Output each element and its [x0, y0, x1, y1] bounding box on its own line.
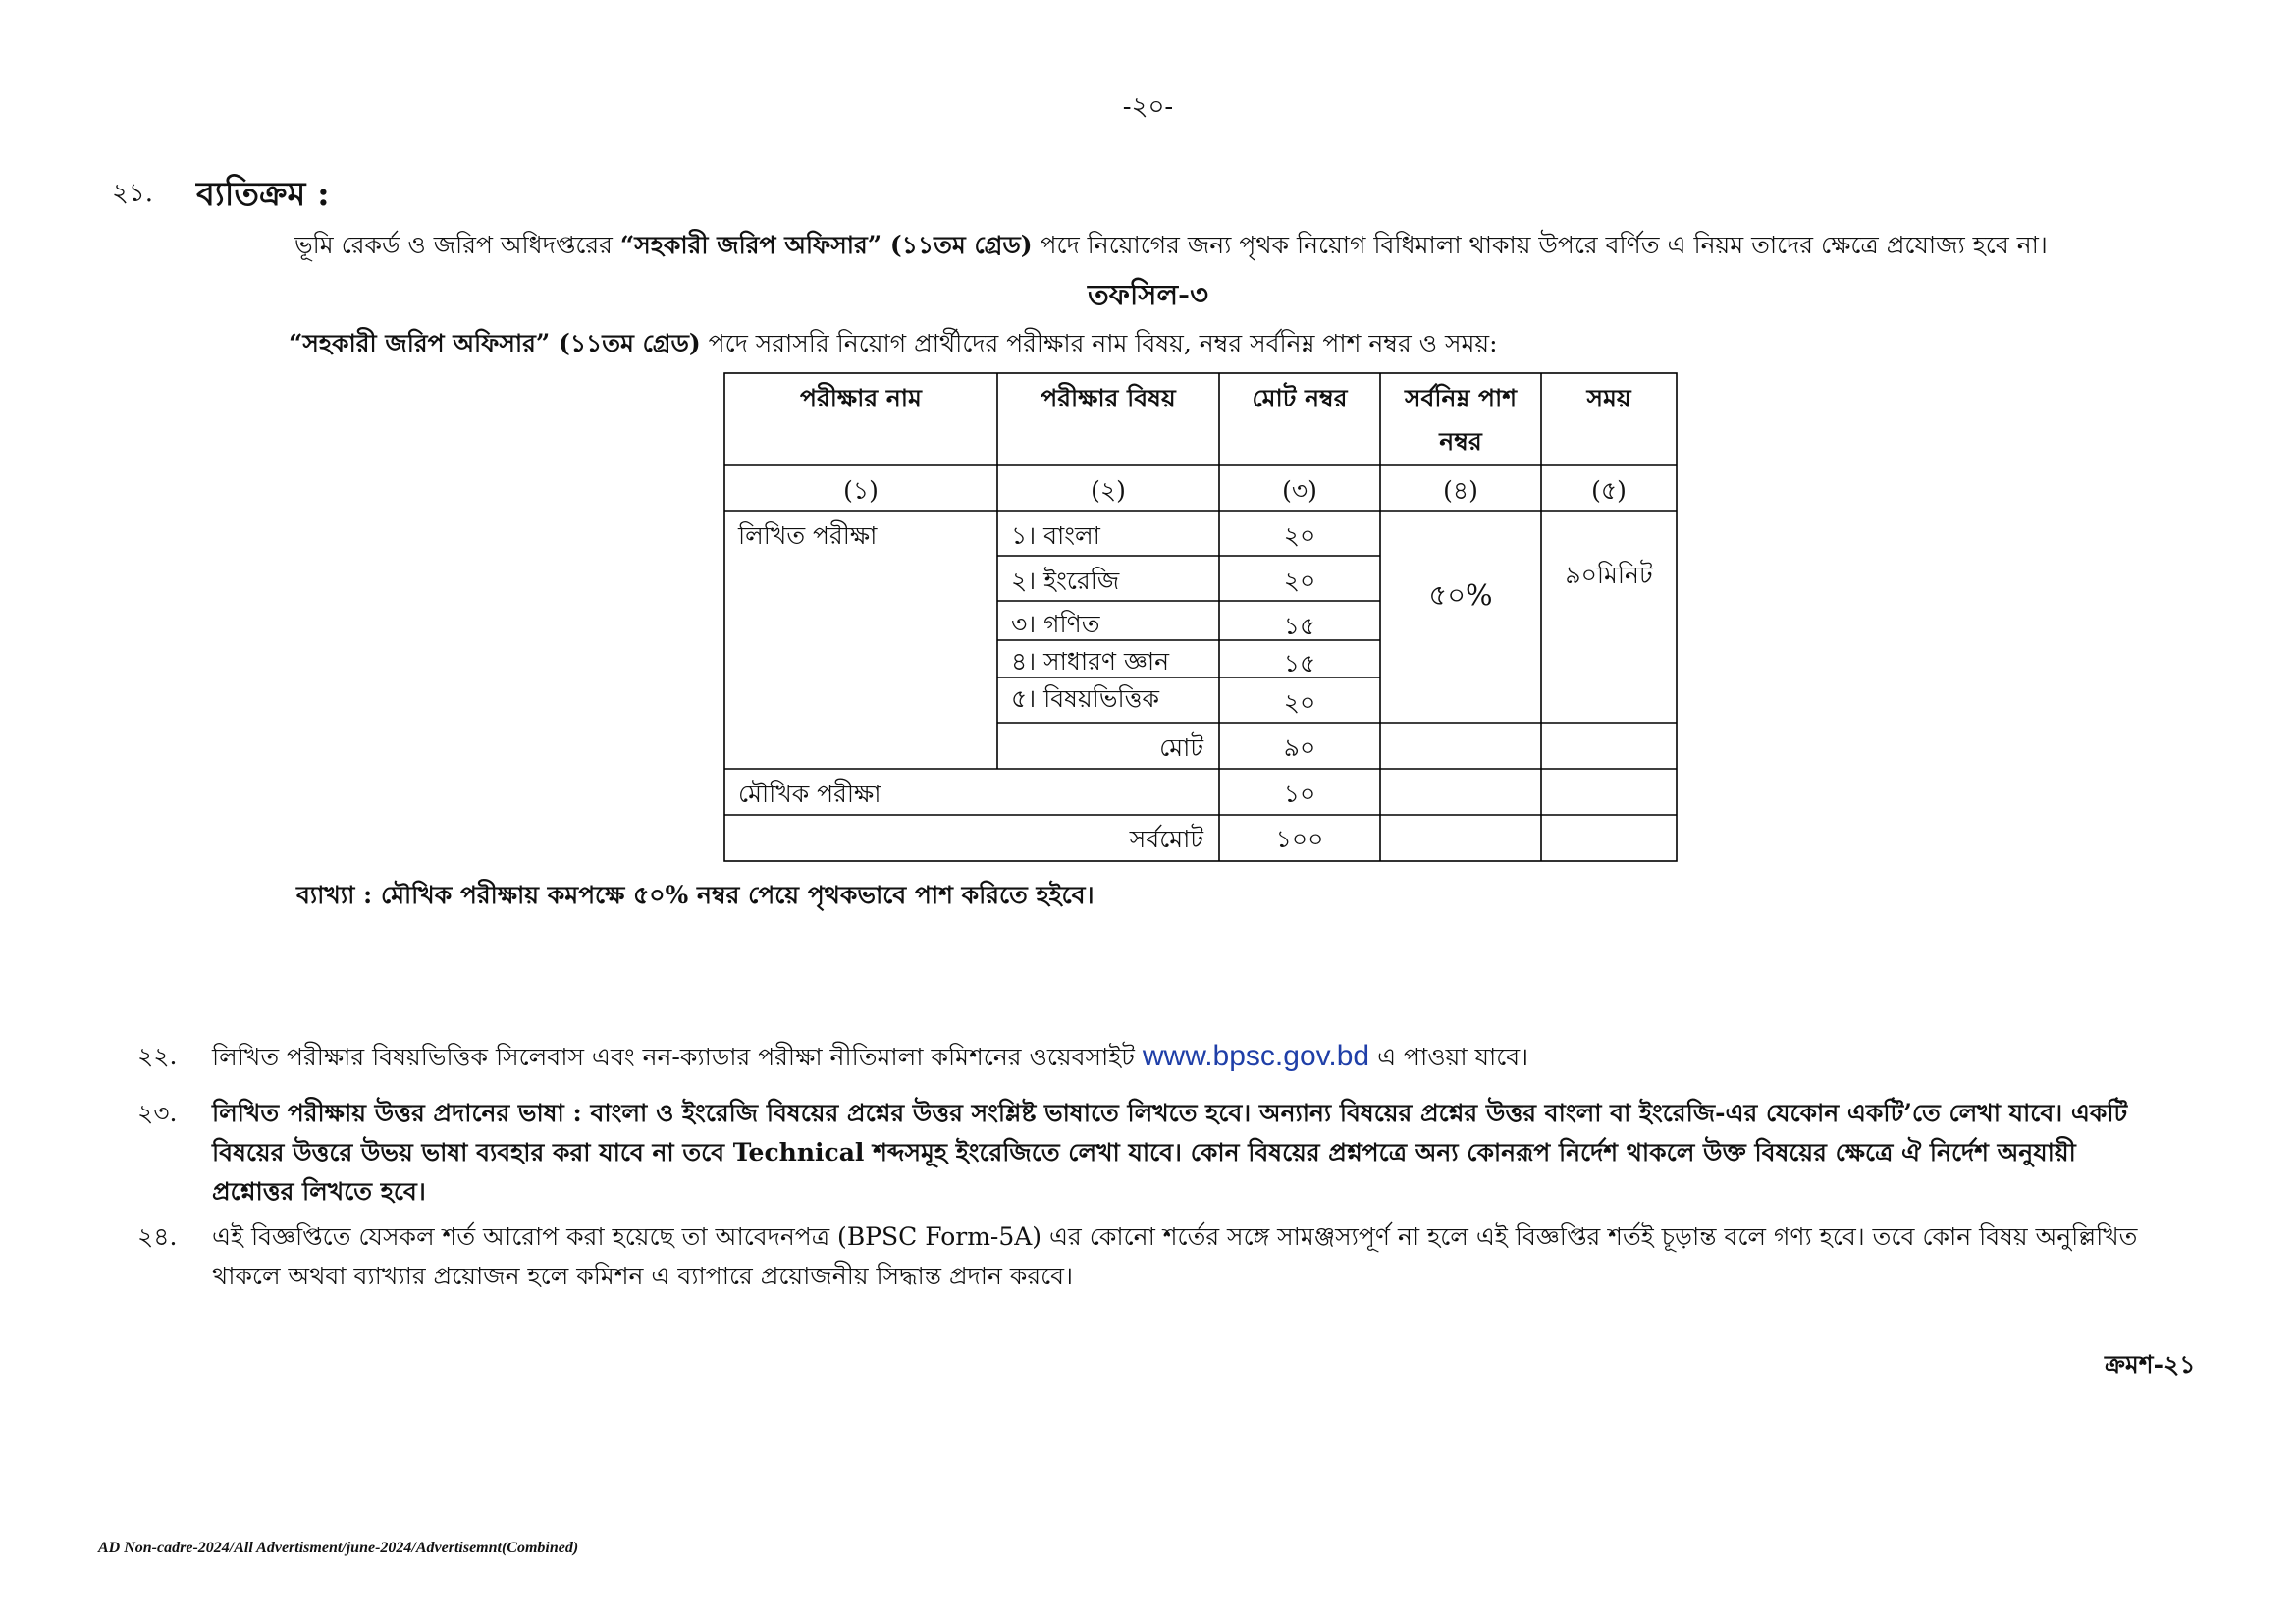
subject-marks: ১৫ [1283, 649, 1316, 677]
header-min-pass-line2: নম্বর [1439, 427, 1482, 456]
grand-total-label: সর্বমোট [1129, 825, 1203, 853]
header-total-marks: মোট নম্বর [1252, 384, 1348, 412]
subject-name: ২। ইংরেজি [1011, 567, 1120, 595]
header-exam-name: পরীক্ষার নাম [800, 384, 922, 412]
subject-name: ৪। সাধারণ জ্ঞান [1011, 647, 1170, 676]
page-number: -২০- [1122, 92, 1174, 122]
subject-marks: ১৫ [1283, 612, 1316, 640]
pass-mark-value: ৫০% [1428, 578, 1493, 612]
intro-rest-text: পদে নিয়োগের জন্য পৃথক নিয়োগ বিধিমালা থাকায় উপরে বর্ণিত এ নিয়ম তাদের ক্ষেত্রে প্রযোজ্য হবে না। [1040, 231, 2048, 259]
explanation-note: ব্যাখ্যা : মৌখিক পরীক্ষায় কমপক্ষে ৫০% নম্বর পেয়ে পৃথকভাবে পাশ করিতে হইবে। [296, 881, 1095, 909]
section-21-intro [294, 224, 2218, 267]
intro-post-bold: “সহকারী জরিপ অফিসার” (১১তম গ্রেড) [619, 231, 1033, 259]
schedule-title: তফসিল-৩ [1088, 278, 1208, 311]
section-23-number: ২৩. [137, 1099, 178, 1127]
grand-total-marks: ১০০ [1275, 825, 1324, 853]
viva-label: মৌখিক পরীক্ষা [738, 780, 881, 808]
col-number-1: (১) [843, 476, 879, 505]
subject-marks: ২০ [1283, 567, 1316, 595]
written-exam-label: লিখিত পরীক্ষা [738, 521, 878, 550]
section-24-line-1: এই বিজ্ঞপ্তিতে যেসকল শর্ত আরোপ করা হয়েছে তা আবেদনপত্র (BPSC Form-5A) এর কোনো শর্তের সঙ্গে সামঞ্জস্যপূর্ণ না হলে এই বিজ্ঞপ্তির শর্তই চূড়ান্ত বলে গণ্য হবে। তবে কোন বিষয় অনুল্লিখিত [212, 1222, 2138, 1251]
continued-marker: ক্রমশ-২১ [2105, 1350, 2196, 1379]
table-caption [289, 322, 1498, 365]
subject-name: ৩। গণিত [1011, 610, 1100, 638]
col-number-5: (৫) [1591, 476, 1627, 505]
intro-pre-text: ভূমি রেকর্ড ও জরিপ অধিদপ্তরের [294, 231, 613, 259]
subtotal-label: মোট [1159, 733, 1203, 762]
subtotal-marks: ৯০ [1283, 733, 1316, 762]
time-value: ৯০মিনিট [1565, 561, 1653, 589]
subject-name: ১। বাংলা [1011, 521, 1100, 550]
subject-marks: ২০ [1283, 688, 1316, 717]
section-24-line-2: থাকলে অথবা ব্যাখ্যার প্রয়োজন হলে কমিশন এ ব্যাপারে প্রয়োজনীয় সিদ্ধান্ত প্রদান করবে। [212, 1262, 1074, 1290]
section-21-number: ২১. [112, 179, 154, 208]
section-22-number: ২২. [137, 1042, 178, 1070]
section-22-text-post: এ পাওয়া যাবে। [1377, 1043, 1529, 1071]
col-number-2: (২) [1091, 476, 1126, 505]
section-23-line-1: লিখিত পরীক্ষায় উত্তর প্রদানের ভাষা : বাংলা ও ইংরেজি বিষয়ের প্রশ্নের উত্তর সংশ্লিষ্ট ভাষাতে লিখতে হবে। অন্যান্য বিষয়ের প্রশ্নের উত্তর বাংলা বা ইংরেজি-এর যেকোন একটি’তে লেখা যাবে। একটি [212, 1099, 2128, 1127]
bpsc-website-link[interactable]: www.bpsc.gov.bd [1142, 1040, 1370, 1072]
col-number-3: (৩) [1282, 476, 1317, 505]
header-min-pass: সর্বনিম্ন পাশ [1404, 384, 1518, 412]
table-caption-rest: পদে সরাসরি নিয়োগ প্রার্থীদের পরীক্ষার নাম বিষয়, নম্বর সর্বনিম্ন পাশ নম্বর ও সময়: [708, 329, 1498, 357]
col-number-4: (৪) [1443, 476, 1478, 505]
footer-path: AD Non-cadre-2024/All Advertisment/june-2024/Advertisemnt(Combined) [98, 1540, 579, 1556]
viva-marks: ১০ [1283, 780, 1316, 808]
subject-name: ৫। বিষয়ভিত্তিক [1011, 684, 1159, 713]
header-time: সময় [1586, 384, 1631, 412]
section-21-title: ব্যতিক্রম : [196, 175, 330, 214]
section-24-number: ২৪. [137, 1222, 178, 1251]
section-22-text-pre: লিখিত পরীক্ষার বিষয়ভিত্তিক সিলেবাস এবং নন-ক্যাডার পরীক্ষা নীতিমালা কমিশনের ওয়েবসাইট [212, 1043, 1135, 1071]
section-23-line-2: বিষয়ের উত্তরে উভয় ভাষা ব্যবহার করা যাবে না তবে Technical শব্দসমূহ ইংরেজিতে লেখা যাবে। কোন বিষয়ের প্রশ্নপত্রে অন্য কোনরূপ নির্দেশ থাকলে উক্ত বিষয়ের ক্ষেত্রে ঐ নির্দেশ অনুযায়ী [212, 1138, 2076, 1166]
table-caption-bold: “সহকারী জরিপ অফিসার” (১১তম গ্রেড) [289, 329, 701, 357]
section-23-line-3: প্রশ্নোত্তর লিখতে হবে। [212, 1177, 426, 1206]
section-22-text [212, 1035, 1528, 1079]
header-exam-subject: পরীক্ষার বিষয় [1041, 384, 1176, 412]
subject-marks: ২০ [1283, 521, 1316, 550]
